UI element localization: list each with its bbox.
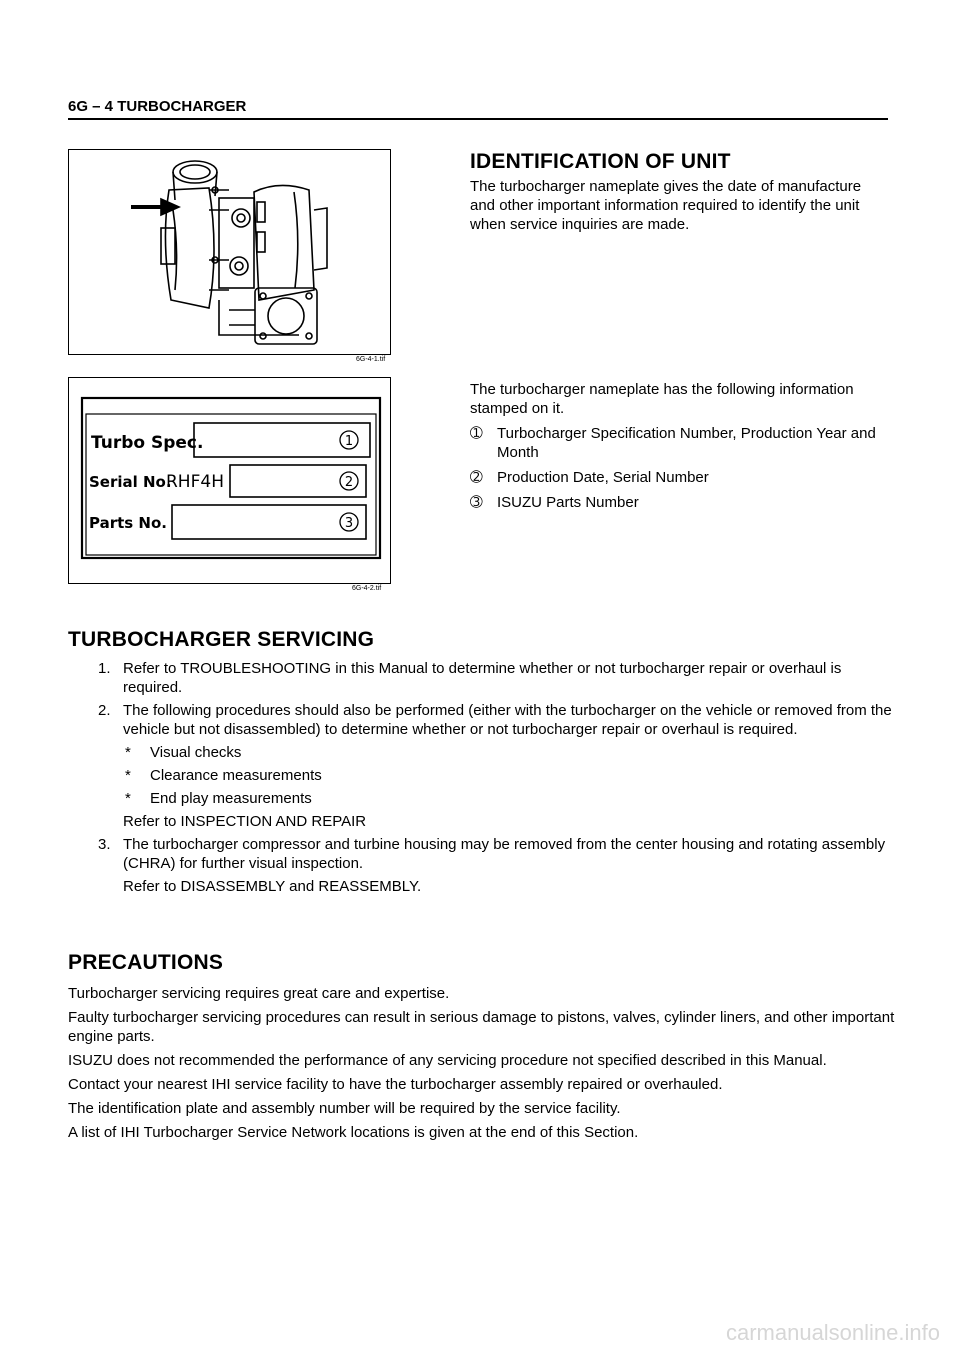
nameplate-marker-1: 1 <box>344 434 354 449</box>
precaution-paragraph: Faulty turbocharger servicing procedures can result in serious damage to pistons, valves, cylinder liners, and other important engine parts. <box>68 1009 895 1045</box>
watermark: carmanualsonline.info <box>725 1320 940 1345</box>
identification-title: IDENTIFICATION OF UNIT <box>470 150 731 173</box>
nameplate-item <box>470 493 890 512</box>
precaution-paragraph: Contact your nearest IHI service facility to have the turbocharger assembly repaired or overhauled. <box>68 1076 723 1093</box>
turbocharger-illustration <box>68 149 391 355</box>
page-header: 6G – 4 TURBOCHARGER <box>68 98 888 120</box>
nameplate-drawing <box>69 378 390 583</box>
nameplate-parts-label: Parts No. <box>89 514 167 532</box>
nameplate-intro: The turbocharger nameplate has the following information stamped on it. <box>470 381 854 417</box>
step-1 <box>68 659 898 697</box>
precaution-paragraph: A list of IHI Turbocharger Service Network locations is given at the end of this Section. <box>68 1124 639 1141</box>
step-number: 1. <box>98 660 111 677</box>
step-text: The turbocharger compressor and turbine housing may be removed from the center housing and rotating assembly (CHRA) for further visual inspection. <box>123 836 886 872</box>
item-marker-1: ➀ <box>470 425 483 442</box>
bullet-item <box>68 766 898 785</box>
identification-section <box>470 152 890 234</box>
nameplate-turbo-spec-label: Turbo Spec. <box>91 433 204 453</box>
step-2-reference: Refer to INSPECTION AND REPAIR <box>123 813 367 830</box>
bullet-text: Clearance measurements <box>150 767 322 784</box>
step-2 <box>68 701 898 739</box>
bullet-mark: * <box>125 744 131 761</box>
nameplate-marker-2: 2 <box>344 475 354 490</box>
nameplate-item <box>470 424 890 462</box>
nameplate-info-section <box>470 380 890 512</box>
servicing-section <box>68 630 898 896</box>
item-text: Production Date, Serial Number <box>497 469 709 486</box>
item-text: Turbocharger Specification Number, Production Year and Month <box>497 425 876 461</box>
turbocharger-drawing <box>69 150 390 354</box>
nameplate-item <box>470 468 890 487</box>
bullet-text: Visual checks <box>150 744 242 761</box>
servicing-title: TURBOCHARGER SERVICING <box>68 628 375 651</box>
nameplate-illustration <box>68 377 391 584</box>
bullet-mark: * <box>125 767 131 784</box>
bullet-item <box>68 743 898 762</box>
precautions-section <box>68 953 898 1142</box>
step-text: Refer to TROUBLESHOOTING in this Manual to determine whether or not turbocharger repair or overhaul is required. <box>123 660 842 696</box>
identification-intro: The turbocharger nameplate gives the date of manufacture and other important information required to identify the unit when service inquiries are made. <box>470 178 862 233</box>
step-3-reference: Refer to DISASSEMBLY and REASSEMBLY. <box>123 878 422 895</box>
precaution-paragraph: ISUZU does not recommended the performance of any servicing procedure not specified described in this Manual. <box>68 1052 827 1069</box>
step-number: 2. <box>98 702 111 719</box>
nameplate-marker-3: 3 <box>344 516 354 531</box>
item-marker-2: ➁ <box>470 469 483 486</box>
bullet-text: End play measurements <box>150 790 312 807</box>
nameplate-serial-label: Serial No. <box>89 473 172 491</box>
step-number: 3. <box>98 836 111 853</box>
step-3 <box>68 835 898 873</box>
figure-1-caption: 6G-4-1.tif <box>356 356 386 363</box>
precautions-title: PRECAUTIONS <box>68 951 224 974</box>
item-marker-3: ➂ <box>470 494 483 511</box>
precaution-paragraph: Turbocharger servicing requires great care and expertise. <box>68 985 450 1002</box>
bullet-item <box>68 789 898 808</box>
item-text: ISUZU Parts Number <box>497 494 639 511</box>
step-text: The following procedures should also be performed (either with the turbocharger on the vehicle or removed from the vehicle but not disassembled) to determine whether or not turbocharger repair or overhaul is required. <box>123 702 892 738</box>
bullet-mark: * <box>125 790 131 807</box>
figure-2-caption: 6G-4-2.tif <box>352 585 382 592</box>
precaution-paragraph: The identification plate and assembly number will be required by the service facility. <box>68 1100 621 1117</box>
nameplate-serial-value: RHF4H <box>166 472 224 492</box>
